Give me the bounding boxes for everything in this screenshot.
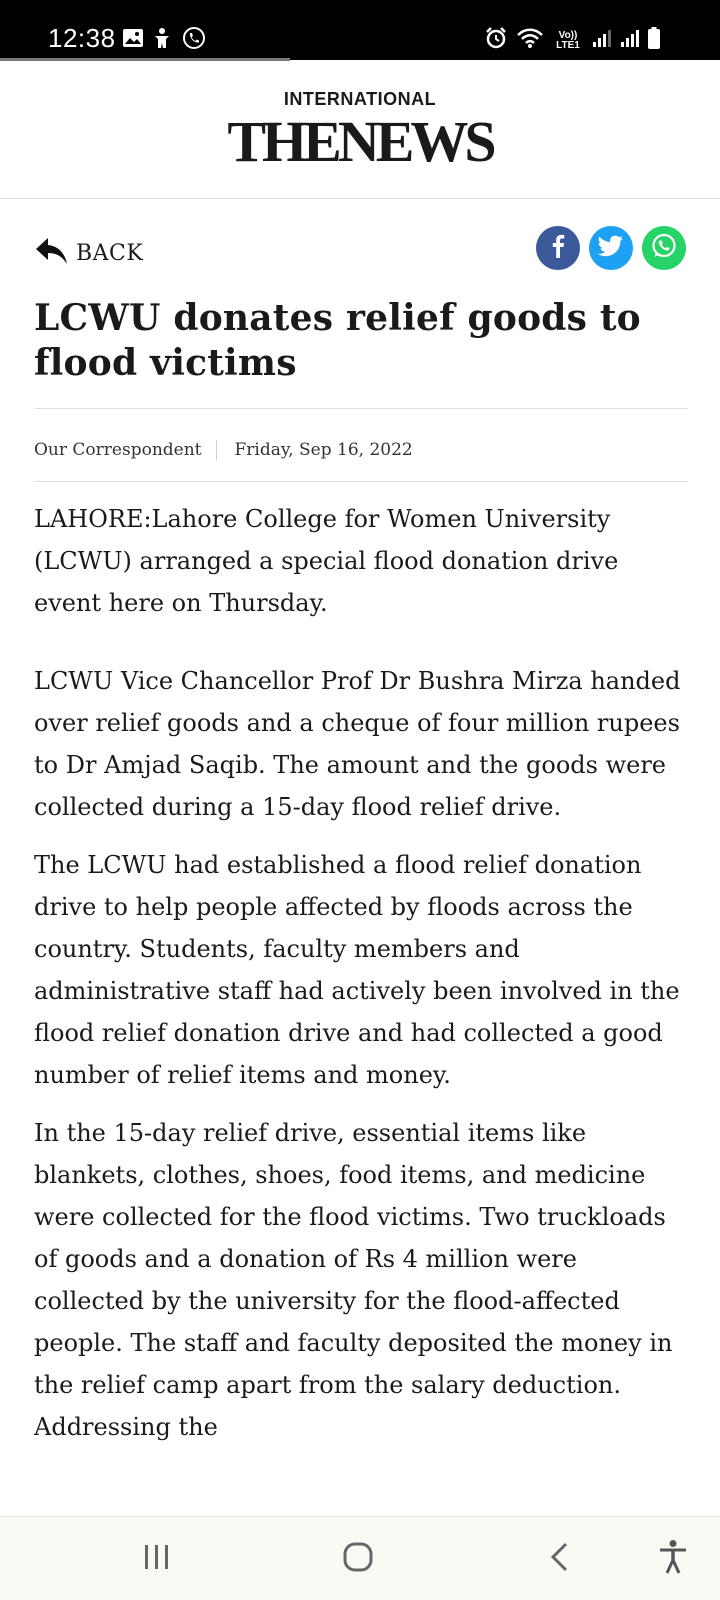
facebook-icon xyxy=(548,234,568,262)
accessibility-notification-icon xyxy=(152,27,172,49)
signal-icon-2 xyxy=(620,28,640,53)
article-paragraph: The LCWU had established a flood relief donation drive to help people affected by floods across the country. Students, faculty members and administrative staff had actively been involved in the flood relief donation drive and had collected a good number of relief items and money. xyxy=(34,851,680,1089)
network-label: Vo)) LTE1 xyxy=(556,29,580,51)
battery-icon xyxy=(648,27,660,54)
masthead-logo[interactable]: THENEWS xyxy=(227,109,493,174)
article-paragraph: LAHORE:Lahore College for Women University (LCWU) arranged a special flood donation drive event here on Thursday. xyxy=(34,505,619,617)
recent-apps-icon xyxy=(142,1543,172,1575)
article-date: Friday, Sep 16, 2022 xyxy=(234,440,413,460)
facebook-share-button[interactable] xyxy=(536,226,580,270)
status-time: 12:38 xyxy=(48,23,116,53)
alarm-icon xyxy=(484,26,508,55)
article-paragraph: LCWU Vice Chancellor Prof Dr Bushra Mirza handed over relief goods and a cheque of four million rupees to Dr Amjad Saqib. The amount and the goods were collected during a 15-day flood relief drive. xyxy=(34,667,681,821)
masthead-edition: INTERNATIONAL xyxy=(283,89,437,109)
wifi-icon xyxy=(516,27,544,54)
article-title: LCWU donates relief goods to flood victims xyxy=(34,297,641,384)
divider xyxy=(34,481,688,482)
status-bar xyxy=(0,0,720,60)
twitter-share-button[interactable] xyxy=(589,226,633,270)
back-button[interactable] xyxy=(34,234,143,272)
back-label: BACK xyxy=(76,240,144,266)
article-author: Our Correspondent xyxy=(34,440,217,460)
home-button[interactable] xyxy=(333,1537,383,1581)
byline xyxy=(34,436,413,464)
gallery-icon xyxy=(122,27,144,49)
accessibility-icon xyxy=(658,1539,688,1579)
masthead[interactable] xyxy=(0,61,720,199)
recent-apps-button[interactable] xyxy=(132,1537,182,1581)
article-paragraph: In the 15-day relief drive, essential items like blankets, clothes, shoes, food items, and medicine were collected for the flood victims. Two truckloads of goods and a donation of Rs 4 million were collected by the university for the flood-affected people. The staff and faculty deposited the money in the relief camp apart from the salary deduction. Addressing the xyxy=(34,1119,673,1441)
divider xyxy=(34,408,688,409)
home-icon xyxy=(342,1541,374,1577)
whatsapp-icon xyxy=(650,232,678,264)
back-nav-button[interactable] xyxy=(535,1537,585,1581)
accessibility-button[interactable] xyxy=(648,1537,698,1581)
reply-arrow-icon xyxy=(34,236,68,270)
call-icon xyxy=(182,27,206,49)
signal-icon xyxy=(592,28,612,53)
whatsapp-share-button[interactable] xyxy=(642,226,686,270)
article-body[interactable] xyxy=(34,498,688,1514)
system-nav-bar xyxy=(0,1516,720,1600)
back-nav-icon xyxy=(548,1541,572,1577)
twitter-icon xyxy=(598,235,624,261)
